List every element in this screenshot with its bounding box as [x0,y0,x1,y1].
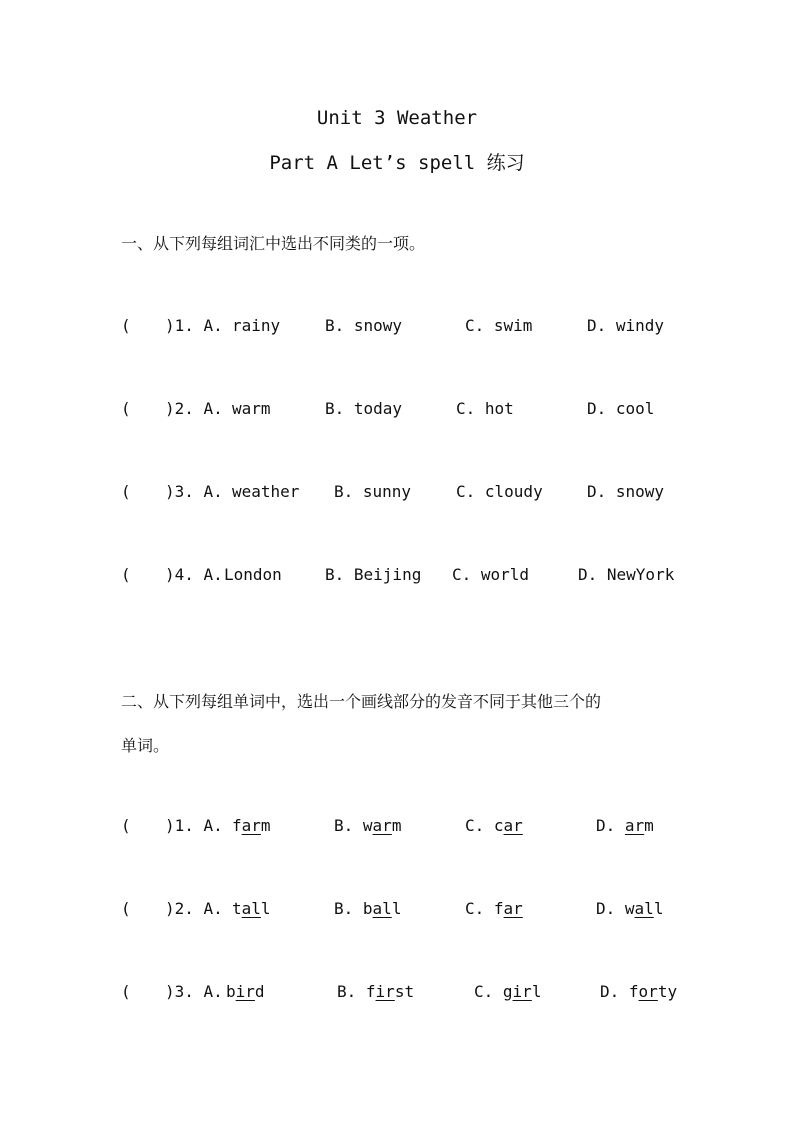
option-d: D. snowy [587,482,665,501]
underlined-letters: ar [241,816,261,835]
option-b: B. ball [334,899,402,918]
question-number: )4. A. [165,565,223,584]
option-a: London [224,565,282,584]
option-d: D. arm [596,816,654,835]
option-c: C. world [452,565,530,584]
option-d: D. forty [600,982,678,1001]
option-c: C. cloudy [456,482,543,501]
question-number: )1. A. [165,816,223,835]
option-d: D. cool [587,399,655,418]
option-b: B. Beijing [325,565,422,584]
option-b: B. snowy [325,316,403,335]
answer-bracket[interactable]: ( [121,816,131,835]
underlined-letters: ir [375,982,395,1001]
option-b: B. first [337,982,415,1001]
underlined-letters: al [241,899,261,918]
underlined-letters: ir [235,982,255,1001]
underlined-letters: al [634,899,654,918]
option-a: farm [232,816,271,835]
answer-bracket[interactable]: ( [121,982,131,1001]
underlined-letters: ar [372,816,392,835]
underlined-letters: al [372,899,392,918]
question-number: )1. A. [165,316,223,335]
option-b: B. today [325,399,403,418]
question-number: )2. A. [165,399,223,418]
underlined-letters: ar [503,899,523,918]
answer-bracket[interactable]: ( [121,482,131,501]
underlined-letters: ir [512,982,532,1001]
question-number: )2. A. [165,899,223,918]
page-subtitle: Part A Let’s spell 练习 [269,152,525,174]
option-a: rainy [232,316,281,335]
option-b: B. sunny [334,482,412,501]
answer-bracket[interactable]: ( [121,565,131,584]
underlined-letters: or [638,982,658,1001]
option-d: D. windy [587,316,665,335]
option-c: C. hot [456,399,514,418]
answer-bracket[interactable]: ( [121,899,131,918]
option-d: D. wall [596,899,664,918]
question-number: )3. A. [165,482,223,501]
underlined-letters: ar [624,816,645,835]
option-c: C. far [465,899,523,918]
section-2-heading: 二、从下列每组单词中，选出一个画线部分的发音不同于其他三个的 [121,692,602,711]
underlined-letters: ar [503,816,523,835]
option-d: D. NewYork [578,565,675,584]
option-a: tall [232,899,271,918]
question-number: )3. A. [165,982,223,1001]
section-1-heading: 一、从下列每组词汇中选出不同类的一项。 [121,234,426,253]
option-c: C. car [465,816,523,835]
option-a: bird [226,982,265,1001]
section-2-heading-continued: 单词。 [121,736,170,755]
option-c: C. girl [474,982,542,1001]
page-title: Unit 3 Weather [316,107,478,129]
answer-bracket[interactable]: ( [121,316,131,335]
option-b: B. warm [334,816,402,835]
option-c: C. swim [465,316,533,335]
answer-bracket[interactable]: ( [121,399,131,418]
option-a: weather [232,482,300,501]
option-a: warm [232,399,271,418]
